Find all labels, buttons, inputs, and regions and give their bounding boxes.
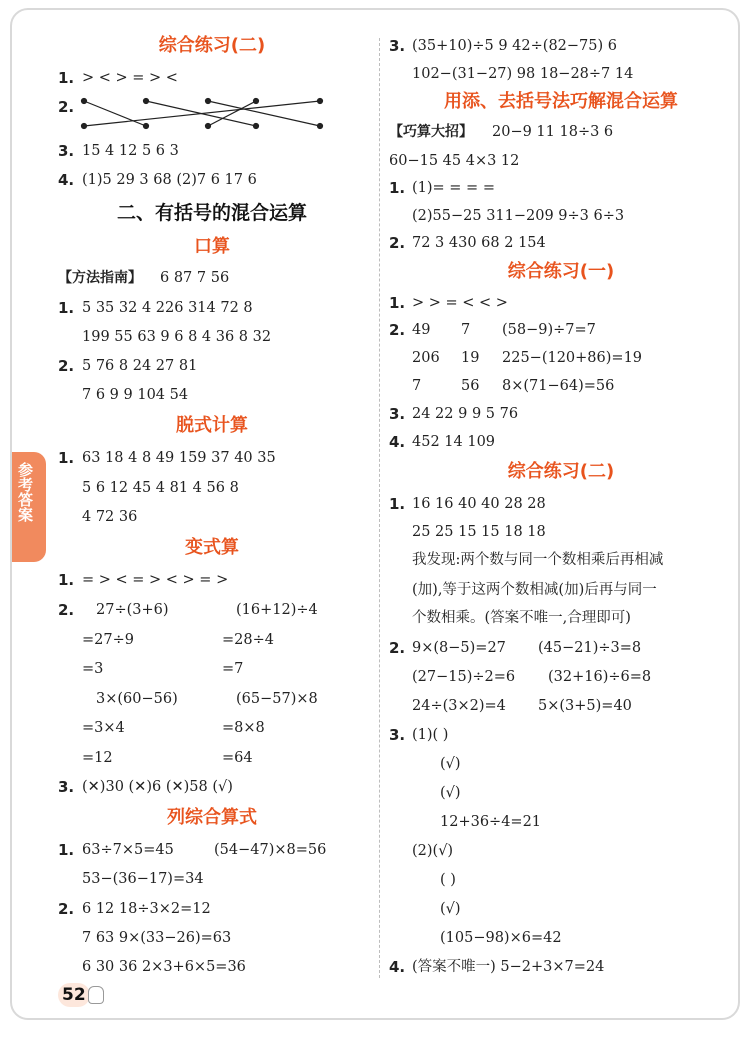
explanation-line: (加),等于这两个数相减(加)后再与同一	[412, 582, 657, 598]
answer-line: (2)(√)	[412, 843, 454, 859]
answer-cell: 8×(71−64)=56	[502, 378, 615, 394]
section-title-bianshi: 变式算	[185, 537, 239, 558]
answer-line: 20−9 11 18÷3 6	[492, 124, 614, 140]
question-number: 2.	[389, 639, 406, 657]
answer-line: 7 63 9×(33−26)=63	[82, 930, 232, 946]
answer-cell: 56	[461, 378, 480, 394]
answer-cell: 49	[412, 322, 431, 338]
answer-line: > < > = > <	[82, 70, 178, 86]
answer-line: = > < = > < > = >	[82, 572, 229, 588]
calc-step: =3	[82, 661, 104, 677]
question-number: 3.	[389, 37, 406, 55]
question-number: 2.	[58, 900, 75, 918]
question-number: 3.	[389, 405, 406, 423]
question-number: 2.	[58, 357, 75, 375]
calc-step: (27−15)÷2=6	[412, 669, 516, 685]
question-number: 1.	[58, 571, 75, 589]
answer-line: 5 35 32 4 226 314 72 8	[82, 300, 253, 316]
question-number: 3.	[389, 726, 406, 744]
answer-cell: 7	[412, 378, 422, 394]
section-title-zonghe1: 综合练习(一)	[507, 261, 615, 282]
question-number: 3.	[58, 142, 75, 160]
question-number: 4.	[58, 171, 75, 189]
answer-line: 6 30 36 2×3+6×5=36	[82, 959, 246, 975]
answer-line: (答案不唯一) 5−2+3×7=24	[412, 959, 605, 975]
match-line	[84, 101, 320, 126]
explanation-line: 我发现:两个数与同一个数相乘后再相减	[412, 552, 664, 568]
question-number: 1.	[389, 294, 406, 312]
calc-step: =28÷4	[222, 632, 274, 648]
calc-step: (16+12)÷4	[236, 602, 318, 618]
answer-line: 5 76 8 24 27 81	[82, 358, 198, 374]
question-number: 1.	[58, 449, 75, 467]
answer-line: 6 12 18÷3×2=12	[82, 901, 211, 917]
answer-line: 102−(31−27) 98 18−28÷7 14	[412, 66, 634, 82]
question-number: 2.	[389, 234, 406, 252]
answer-cell: 7	[461, 322, 471, 338]
answer-line: 60−15 45 4×3 12	[389, 153, 520, 169]
calc-step: (45−21)÷3=8	[538, 640, 642, 656]
section-title-liezonghe: 列综合算式	[167, 807, 257, 828]
question-number: 2.	[58, 98, 75, 116]
question-number: 1.	[389, 179, 406, 197]
question-number: 4.	[389, 958, 406, 976]
calc-step: 3×(60−56)	[96, 691, 178, 707]
answer-line: (1)= = = =	[412, 180, 495, 196]
answer-cell: (58−9)÷7=7	[502, 322, 596, 338]
page-number: 52	[62, 985, 86, 1005]
tip-label: 【方法指南】	[58, 270, 142, 286]
answer-line: 53−(36−17)=34	[82, 871, 204, 887]
answer-line: 72 3 430 68 2 154	[412, 235, 546, 251]
question-number: 1.	[389, 495, 406, 513]
answer-line: 199 55 63 9 6 8 4 36 8 32	[82, 329, 272, 345]
mascot-icon	[88, 986, 104, 1004]
answer-line: 24 22 9 9 5 76	[412, 406, 519, 422]
calc-step: (32+16)÷6=8	[548, 669, 652, 685]
answer-line: (√)	[440, 785, 461, 801]
chapter-title: 二、有括号的混合运算	[116, 202, 307, 224]
answer-line: 16 16 40 40 28 28	[412, 496, 546, 512]
answer-line: (54−47)×8=56	[214, 842, 327, 858]
answer-line: 7 6 9 9 104 54	[82, 387, 189, 403]
answer-cell: 19	[461, 350, 480, 366]
answer-line: 4 72 36	[82, 509, 138, 525]
answer-line: 6 87 7 56	[160, 270, 230, 286]
calc-step: =27÷9	[82, 632, 134, 648]
side-tab	[12, 452, 46, 562]
answer-cell: 225−(120+86)=19	[502, 350, 643, 366]
calc-step: 5×(3+5)=40	[538, 698, 632, 714]
section-title-zonghe2-left: 综合练习(二)	[158, 35, 266, 56]
match-line	[208, 101, 320, 126]
column-divider	[379, 38, 380, 978]
matching-lines-diagram	[78, 96, 328, 132]
answer-line: > > = < < >	[412, 295, 508, 311]
calc-step: (65−57)×8	[236, 691, 318, 707]
section-title-tuoshi: 脱式计算	[176, 415, 248, 436]
answer-line: 25 25 15 15 18 18	[412, 524, 546, 540]
answer-line: (1)5 29 3 68 (2)7 6 17 6	[82, 172, 257, 188]
section-title-zonghe2-right: 综合练习(二)	[507, 461, 615, 482]
calc-step: =12	[82, 750, 113, 766]
question-number: 1.	[58, 841, 75, 859]
calc-step: 9×(8−5)=27	[412, 640, 506, 656]
calc-step: =8×8	[222, 720, 265, 736]
explanation-line: 个数相乘。(答案不唯一,合理即可)	[412, 610, 631, 626]
answer-line: ( )	[440, 872, 456, 888]
calc-step: 24÷(3×2)=4	[412, 698, 506, 714]
question-number: 2.	[58, 601, 75, 619]
calc-step: 27÷(3+6)	[96, 602, 169, 618]
answer-cell: 206	[412, 350, 440, 366]
match-line	[208, 101, 256, 126]
side-tab-label: 参考答案	[16, 462, 34, 522]
section-title-qiaojie: 用添、去括号法巧解混合运算	[444, 91, 678, 112]
answer-line: 452 14 109	[412, 434, 496, 450]
answer-line: 63÷7×5=45	[82, 842, 174, 858]
question-number: 4.	[389, 433, 406, 451]
question-number: 1.	[58, 299, 75, 317]
answer-line: 15 4 12 5 6 3	[82, 143, 179, 159]
section-title-kousuan: 口算	[194, 236, 230, 257]
answer-line: 63 18 4 8 49 159 37 40 35	[82, 450, 276, 466]
question-number: 3.	[58, 778, 75, 796]
question-number: 2.	[389, 321, 406, 339]
answer-line: (✕)30 (✕)6 (✕)58 (√)	[82, 779, 233, 795]
calc-step: =3×4	[82, 720, 125, 736]
calc-step: =7	[222, 661, 244, 677]
answer-line: (2)55−25 311−209 9÷3 6÷3	[412, 208, 625, 224]
tip-label: 【巧算大招】	[389, 124, 473, 140]
answer-line: (35+10)÷5 9 42÷(82−75) 6	[412, 38, 617, 54]
question-number: 1.	[58, 69, 75, 87]
calc-step: =64	[222, 750, 253, 766]
answer-line: (1)( )	[412, 727, 449, 743]
answer-line: 12+36÷4=21	[440, 814, 542, 830]
answer-line: (√)	[440, 901, 461, 917]
answer-line: 5 6 12 45 4 81 4 56 8	[82, 480, 239, 496]
answer-line: (√)	[440, 756, 461, 772]
answer-line: (105−98)×6=42	[440, 930, 562, 946]
